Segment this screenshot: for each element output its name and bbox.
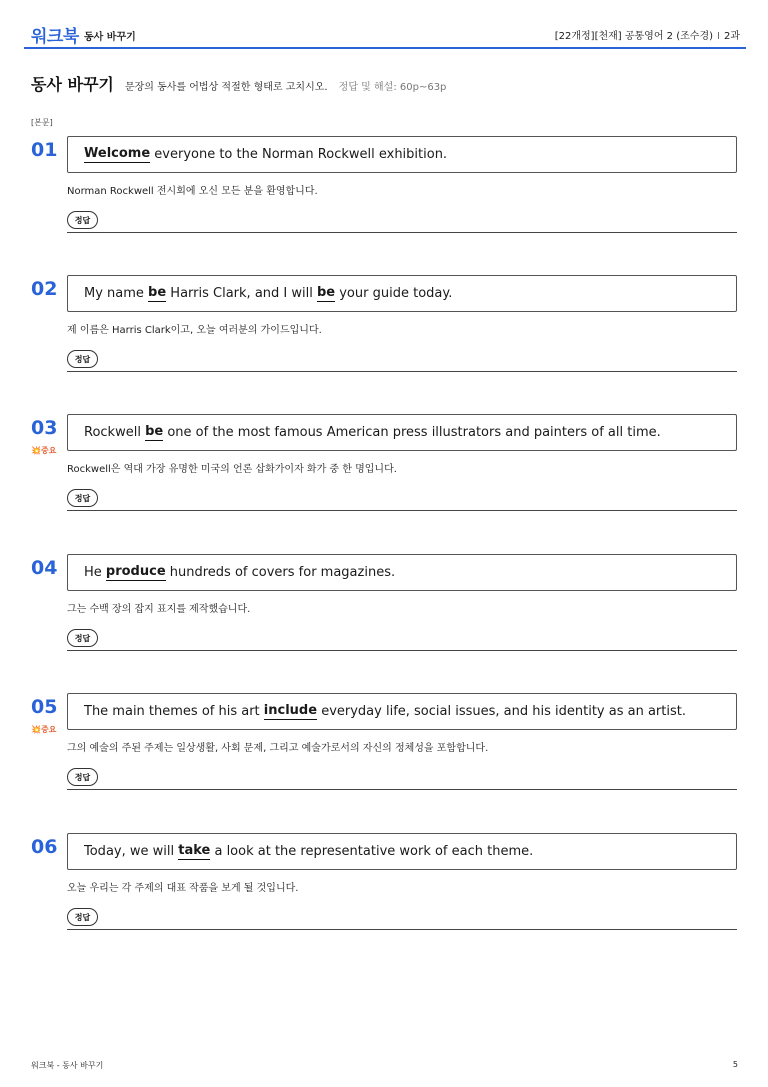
korean-translation: Rockwell은 역대 가장 유명한 미국의 언론 삽화가이자 화가 중 한 명입니다. <box>67 464 397 475</box>
question-number: 02 <box>31 278 58 300</box>
question-item <box>0 554 768 654</box>
question-item <box>0 693 768 793</box>
question-number: 01 <box>31 139 58 161</box>
question-sentence <box>67 833 737 870</box>
sentence-text: Rockwell <box>84 425 146 440</box>
target-verb: be <box>148 285 167 300</box>
question-item <box>0 136 768 236</box>
sentence-text: everyday life, social issues, and his identity as an artist. <box>317 704 686 719</box>
answer-line <box>67 232 737 233</box>
page-number: 5 <box>732 1060 738 1069</box>
instruction-text: 문장의 동사를 어법상 적절한 형태로 고치시오. <box>124 82 328 93</box>
question-sentence <box>67 554 737 591</box>
question-number: 03 <box>31 417 58 439</box>
answer-button[interactable]: 정답 <box>67 768 98 786</box>
question-item <box>0 414 768 514</box>
question-sentence <box>67 693 737 730</box>
course-name: [22개정][천재] 공통영어 2 (조수경) <box>554 31 714 42</box>
lesson-label: 2과 <box>723 31 740 42</box>
target-verb: take <box>178 843 211 858</box>
sentence-text: My name <box>84 286 149 301</box>
question-number: 04 <box>31 557 58 579</box>
page-title: 동사 바꾸기 <box>31 75 114 94</box>
sentence-text: Harris Clark, and I will <box>166 286 317 301</box>
korean-translation: 그의 예술의 주된 주제는 일상생활, 사회 문제, 그리고 예술가로서의 자신의 정체성을 포함합니다. <box>67 743 489 754</box>
course-info <box>555 27 740 42</box>
answer-line <box>67 371 737 372</box>
important-badge: 💥중요 <box>31 446 57 455</box>
answer-line <box>67 789 737 790</box>
section-tag: [본문] <box>31 118 53 127</box>
answer-button[interactable]: 정답 <box>67 489 98 507</box>
title-row <box>31 72 446 95</box>
answer-button[interactable]: 정답 <box>67 629 98 647</box>
korean-translation: Norman Rockwell 전시회에 오신 모든 분을 환영합니다. <box>67 186 318 197</box>
answer-reference: 정답 및 해설: 60p~63p <box>338 82 447 93</box>
target-verb: include <box>263 703 318 718</box>
brand-subtitle: 동사 바꾸기 <box>84 32 136 43</box>
korean-translation: 그는 수백 장의 잡지 표지를 제작했습니다. <box>67 604 251 615</box>
answer-line <box>67 650 737 651</box>
footer-title: 워크북 - 동사 바꾸기 <box>31 1061 104 1070</box>
question-sentence <box>67 136 737 173</box>
sentence-text: your guide today. <box>335 286 453 301</box>
question-item <box>0 275 768 375</box>
sentence-text: He <box>84 565 106 580</box>
question-item <box>0 833 768 933</box>
question-sentence <box>67 275 737 312</box>
question-number: 05 <box>31 696 58 718</box>
sentence-text: everyone to the Norman Rockwell exhibition. <box>150 147 448 162</box>
question-sentence <box>67 414 737 451</box>
korean-translation: 오늘 우리는 각 주제의 대표 작품을 보게 될 것입니다. <box>67 883 299 894</box>
page-header <box>0 0 768 50</box>
target-verb: be <box>145 424 164 439</box>
sentence-text: Today, we will <box>84 844 179 859</box>
answer-button[interactable]: 정답 <box>67 908 98 926</box>
sentence-text: The main themes of his art <box>84 704 264 719</box>
target-verb: produce <box>105 564 166 579</box>
target-verb: Welcome <box>84 146 151 161</box>
answer-line <box>67 510 737 511</box>
answer-button[interactable]: 정답 <box>67 211 98 229</box>
korean-translation: 제 이름은 Harris Clark이고, 오늘 여러분의 가이드입니다. <box>67 325 322 336</box>
important-badge: 💥중요 <box>31 725 57 734</box>
brand-title: 워크북 <box>31 27 79 47</box>
header-divider <box>24 47 746 49</box>
sentence-text: one of the most famous American press illustrators and painters of all time. <box>163 425 661 440</box>
answer-line <box>67 929 737 930</box>
target-verb: be <box>316 285 336 300</box>
sentence-text: hundreds of covers for magazines. <box>165 565 396 580</box>
sentence-text: a look at the representative work of each theme. <box>210 844 534 859</box>
header-separator: I <box>717 31 720 42</box>
answer-button[interactable]: 정답 <box>67 350 98 368</box>
question-number: 06 <box>31 836 58 858</box>
